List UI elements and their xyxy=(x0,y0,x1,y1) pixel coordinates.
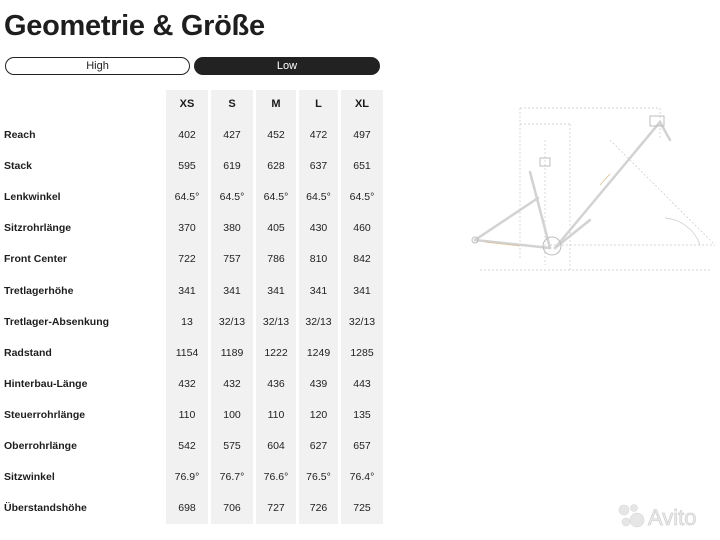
cell-s: 32/13 xyxy=(218,316,246,328)
row-label: Steuerrohrlänge xyxy=(4,409,86,421)
cell-xs: 13 xyxy=(181,316,193,328)
cell-l: 32/13 xyxy=(305,316,332,328)
column-bg-xl xyxy=(341,90,383,524)
cell-xl: 443 xyxy=(353,378,371,390)
cell-xs: 698 xyxy=(178,502,196,514)
cell-xs: 341 xyxy=(178,285,196,297)
row-label: Stack xyxy=(4,160,33,172)
cell-m: 32/13 xyxy=(262,316,290,328)
size-header-s: S xyxy=(228,98,236,110)
cell-xl: 341 xyxy=(353,285,371,297)
column-bg-m xyxy=(256,90,296,524)
cell-l: 810 xyxy=(309,253,328,265)
cell-xs: 722 xyxy=(178,253,196,265)
cell-m: 452 xyxy=(267,129,285,141)
cell-l: 341 xyxy=(309,285,328,297)
cell-m: 110 xyxy=(267,409,285,421)
cell-l: 637 xyxy=(309,160,328,172)
cell-l: 726 xyxy=(309,502,328,514)
toggle-high-button[interactable]: High xyxy=(5,57,190,75)
cell-m: 727 xyxy=(267,502,285,514)
toggle-low-button[interactable]: Low xyxy=(194,57,380,75)
cell-s: 76.7° xyxy=(219,471,245,483)
cell-l: 627 xyxy=(309,440,328,452)
cell-m: 786 xyxy=(267,253,285,265)
row-label: Tretlagerhöhe xyxy=(4,285,74,297)
cell-s: 706 xyxy=(223,502,241,514)
cell-l: 64.5° xyxy=(306,191,331,203)
cell-xl: 460 xyxy=(353,222,371,234)
cell-m: 604 xyxy=(267,440,285,452)
row-label: Lenkwinkel xyxy=(4,191,61,203)
cell-l: 439 xyxy=(309,378,328,390)
cell-xs: 76.9° xyxy=(174,471,200,483)
row-label: Front Center xyxy=(4,253,67,265)
cell-l: 76.5° xyxy=(306,471,331,483)
cell-m: 64.5° xyxy=(263,191,289,203)
cell-xl: 497 xyxy=(353,129,371,141)
cell-s: 100 xyxy=(223,409,241,421)
size-header-m: M xyxy=(271,98,281,110)
cell-l: 1249 xyxy=(306,347,331,359)
cell-m: 436 xyxy=(267,378,285,390)
row-label: Radstand xyxy=(4,347,52,359)
cell-m: 76.6° xyxy=(263,471,289,483)
cell-xl: 842 xyxy=(353,253,371,265)
row-label: Überstandshöhe xyxy=(4,502,87,514)
column-bg-l xyxy=(299,90,338,524)
cell-xl: 64.5° xyxy=(349,191,375,203)
cell-xs: 64.5° xyxy=(174,191,200,203)
cell-xs: 542 xyxy=(178,440,196,452)
row-label: Sitzrohrlänge xyxy=(4,222,72,234)
cell-m: 628 xyxy=(267,160,285,172)
size-header-xs: XS xyxy=(179,98,195,110)
cell-xl: 76.4° xyxy=(349,471,375,483)
cell-s: 427 xyxy=(223,129,241,141)
cell-m: 1222 xyxy=(264,347,288,359)
cell-l: 472 xyxy=(309,129,328,141)
cell-m: 341 xyxy=(267,285,285,297)
cell-m: 405 xyxy=(267,222,285,234)
cell-s: 1189 xyxy=(220,347,244,359)
row-label: Reach xyxy=(4,129,36,141)
avito-logo-icon xyxy=(614,500,714,532)
size-header-l: L xyxy=(315,98,322,110)
row-label: Hinterbau-Länge xyxy=(4,378,88,390)
cell-xs: 432 xyxy=(178,378,196,390)
cell-s: 380 xyxy=(223,222,241,234)
cell-s: 575 xyxy=(223,440,241,452)
cell-xl: 725 xyxy=(353,502,371,514)
row-label: Oberrohrlänge xyxy=(4,440,77,452)
size-header-xl: XL xyxy=(354,98,370,110)
cell-xl: 651 xyxy=(353,160,371,172)
page-title: Geometrie & Größe xyxy=(4,10,265,42)
column-bg-s xyxy=(211,90,253,524)
cell-xl: 1285 xyxy=(350,347,374,359)
cell-xl: 32/13 xyxy=(348,316,376,328)
cell-s: 341 xyxy=(223,285,241,297)
column-bg-xs xyxy=(166,90,208,524)
cell-xs: 1154 xyxy=(175,347,199,359)
cell-s: 432 xyxy=(223,378,241,390)
cell-xl: 135 xyxy=(353,409,371,421)
cell-l: 120 xyxy=(309,409,328,421)
row-label: Sitzwinkel xyxy=(4,471,55,483)
row-label: Tretlager-Absenkung xyxy=(4,316,110,328)
bike-geometry-diagram xyxy=(460,100,720,290)
cell-s: 64.5° xyxy=(219,191,245,203)
cell-xs: 595 xyxy=(178,160,196,172)
cell-l: 430 xyxy=(309,222,328,234)
cell-xl: 657 xyxy=(353,440,371,452)
cell-xs: 370 xyxy=(178,222,196,234)
cell-xs: 402 xyxy=(178,129,196,141)
cell-xs: 110 xyxy=(178,409,196,421)
watermark-text: Avito xyxy=(648,505,697,530)
cell-s: 619 xyxy=(223,160,241,172)
cell-s: 757 xyxy=(223,253,241,265)
